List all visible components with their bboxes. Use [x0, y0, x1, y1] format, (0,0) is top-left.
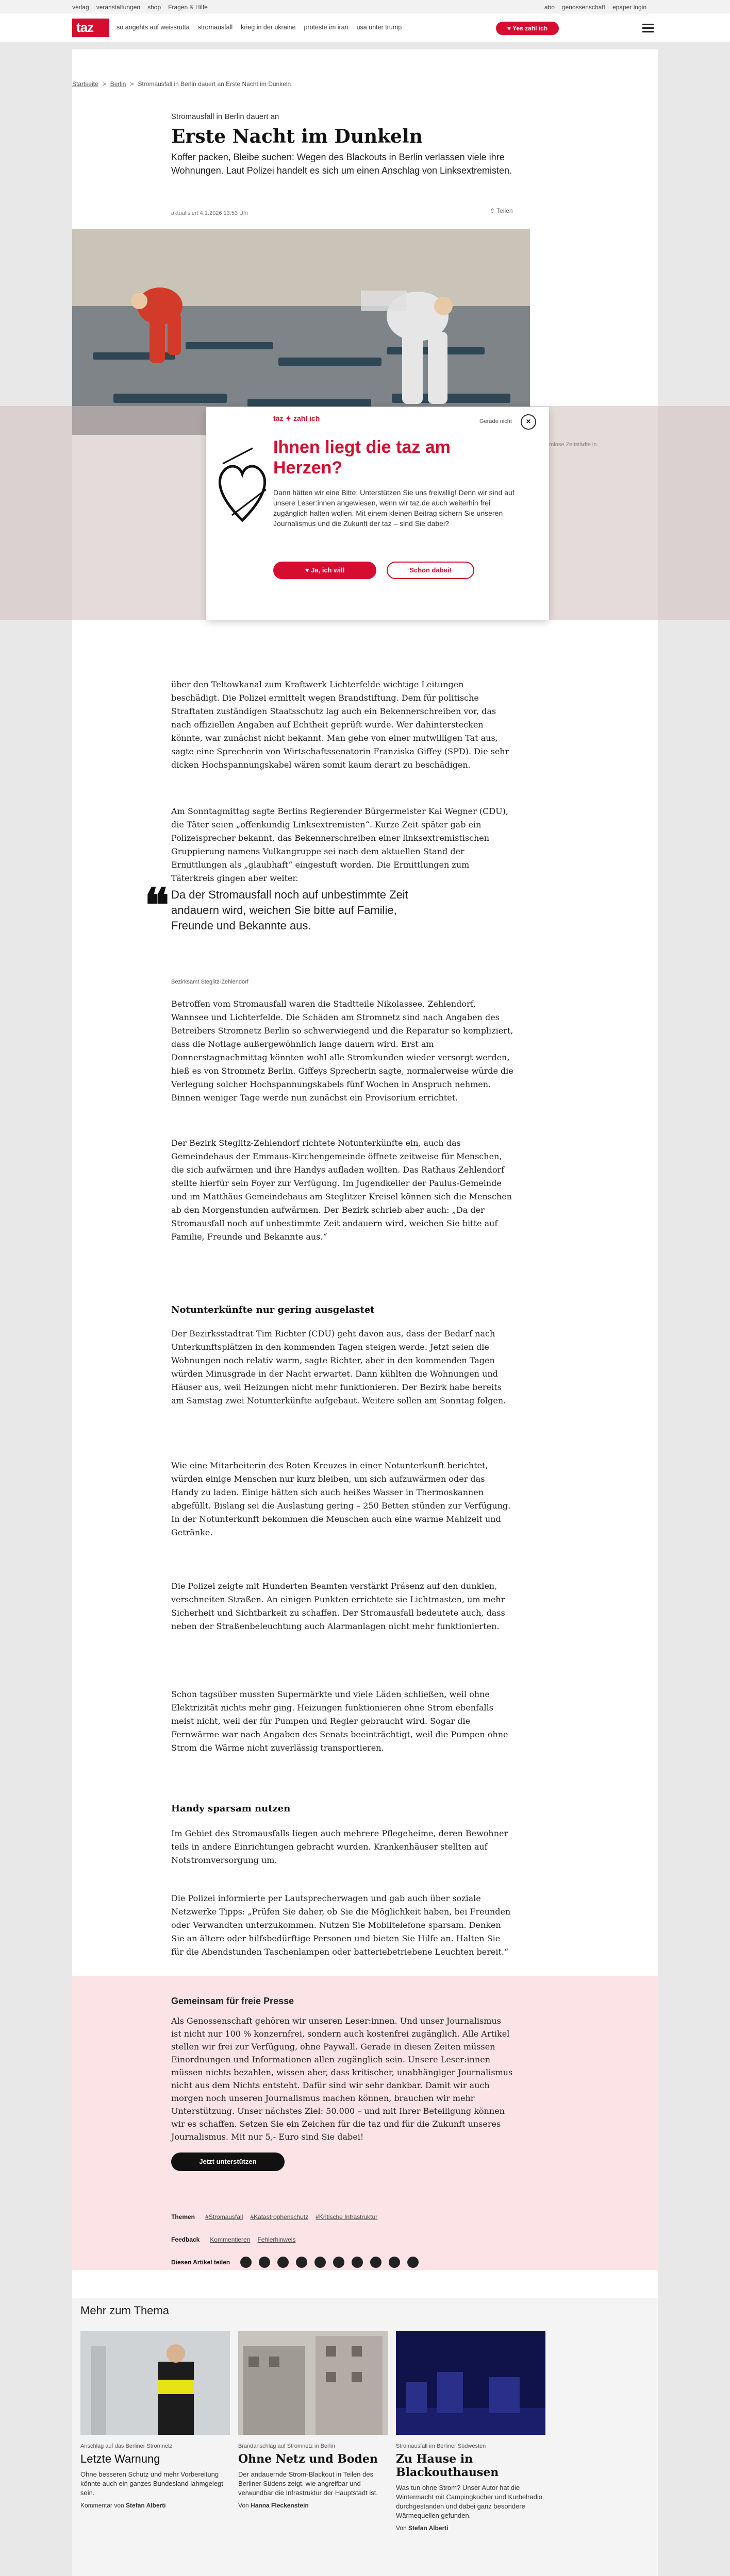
nav-item-1[interactable]: so angehts auf weissrutta — [117, 24, 190, 31]
quote-author: Bezirksamt Steglitz-Zehlendorf — [171, 979, 248, 985]
pay-button[interactable]: ♥ Yes zahl ich — [496, 22, 559, 35]
breadcrumb-sep: > — [130, 80, 134, 88]
paragraph: Schon tagsüber mussten Supermärkte und viele Läden schließen, weil ohne Elektrizität nichts mehr ging. Heizungen funktionieren ohne Strom ebenfalls meist nicht, weil der für Pumpen und Regler gebraucht wird. Sogar die Fernwärme war nach Angaben des Senats beeinträchtigt, weil die Pumpen ohne Strom die Wärme nicht zuverlässig transportieren. — [171, 1689, 508, 1753]
teaser-image — [238, 2331, 388, 2435]
paragraph: Am Sonntagmittag sagte Berlins Regierender Bürgermeister Kai Wegner (CDU), die Täter seien „offenkundig Linksextremisten“. Kurze Zeit später gab ein Polizeisprecher bekannt, das Bekennerschreiben einer linksextremistischen Gruppierung namens Vulkangruppe sei nach dem aktuellen Stand der Ermittlungen als „glaubhaft“ eingestuft worden. Die Ermittlungen zum Täterkreis gingen aber weiter. — [171, 806, 508, 883]
breadcrumb-sep: > — [102, 80, 106, 88]
support-text: Als Genossenschaft gehören wir unseren Leser:innen. Und unser Journalismus ist nicht nur 100 % konzernfrei, sondern auch kostenfrei zugänglich. Alle Artikel stellen wir frei zur Verfügung, ohne Paywall. Gerade in diesen Zeiten müssen Einordnungen und Informationen allen zugänglich sein. Unsere Leser:innen müssen nichts bezahlen, wissen aber, dass kritischer, unabhängiger Journalismus nicht aus dem Nichts entsteht. Dafür sind wir sehr dankbar. Damit wir auch morgen noch unseren Journalismus machen können, brauchen wir mehr Unterstützung. Unser nächstes Ziel: 50.000 – und mit Ihrer Beteiligung können wir es schaffen. Setzen Sie ein Zeichen für die taz und für die Zukunft unseres Journalismus. Mit nur 5,- Euro sind Sie dabei! — [171, 2016, 513, 2142]
feedback-row — [171, 2236, 295, 2243]
teaser-image — [80, 2331, 230, 2435]
link-icon[interactable] — [407, 2257, 419, 2268]
hamburger-menu-icon[interactable] — [639, 22, 657, 35]
paragraph: Der Bezirksstadtrat Tim Richter (CDU) geht davon aus, dass der Bedarf nach Unterkunftsplätzen in den kommenden Tagen steigen werde. Jetzt seien die Wohnungen noch relativ warm, sagte Richter, aber in den kommenden Tagen würden Minusgrade in der Nacht erwartet. Dann kühlten die Wohnungen und Häuser aus, weil Heizungen nicht mehr funktionieren. Der Bezirk habe bereits am Samstag zwei Notunterkünfte aufgebaut. Weitere sollen am Sonntag folgen. — [171, 1329, 506, 1405]
more-on-topic — [72, 2298, 658, 2576]
paragraph: über den Teltowkanal zum Kraftwerk Lichterfelde wichtige Leitungen beschädigt. Die Polizei ermittelt wegen Brandstiftung. Dem für politische Straftaten zuständigen Staatsschutz lag auch ein Bekennerschreiben vor, das nach offiziellen Angaben auf Echtheit geprüft wurde. Wer dahinterstecken könnte, war zunächst nicht bekannt. Man gehe von einer mutwilligen Tat aus, sagte eine Sprecherin von Wirtschaftssenatorin Franziska Giffey (SPD). Die sehr dicken Hochspannungskabel wären somit kaum derart zu beschädigen. — [171, 680, 509, 770]
paragraph: Betroffen vom Stromausfall waren die Stadtteile Nikolassee, Zehlendorf, Wannsee und Lichterfelde. Die Schäden am Stromnetz sind nach Angaben des Betreibers Stromnetz Berlin so schwerwiegend und die Reparatur so kompliziert, dass die Notlage außergewöhnlich lange dauern wird. Erst am Donnerstagnachmittag könnten wohl alle Stromkunden wieder versorgt werden, hieß es von Stromnetz Berlin. Giffeys Sprecherin sagte, normalerweise würde die Verlegung solcher Hochspannungskabels fünf Wochen in Anspruch nehmen. Binnen weniger Tage werde nun zunächst ein Provisorium errichtet. — [171, 999, 513, 1103]
modal-text: Dann hätten wir eine Bitte: Unterstützen Sie uns freiwillig! Denn wir sind auf unsere Leser:innen angewiesen, wenn wir taz.de auch weiterhin frei zugänglich halten wollen. Mit einem kleinen Beitrag sichern Sie unseren Journalismus und die Zukunft der taz – sind Sie dabei? — [273, 488, 515, 528]
teaser-image — [396, 2331, 545, 2435]
teaser-card[interactable] — [238, 2331, 388, 2576]
error-report-link[interactable]: Fehlerhinweis — [257, 2236, 296, 2243]
main-nav — [117, 24, 402, 31]
article-photo[interactable] — [72, 229, 530, 435]
tag-link[interactable]: #Stromausfall — [205, 2213, 243, 2221]
share-row — [171, 2257, 419, 2268]
teaser-author: Von Hanna Fleckenstein — [238, 2502, 309, 2509]
taz-logo[interactable]: taz — [72, 19, 109, 37]
teaser-kicker: Stromausfall im Berliner Südwesten — [396, 2443, 486, 2449]
support-title: Gemeinsam für freie Presse — [171, 1996, 294, 2006]
article-kicker: Stromausfall in Berlin dauert an — [171, 112, 279, 121]
tag-link[interactable]: #Katastrophenschutz — [250, 2213, 309, 2221]
meta-link-help[interactable]: Fragen & Hilfe — [168, 4, 208, 11]
email-icon[interactable] — [240, 2257, 252, 2268]
modal-brand: taz ✦ zahl ich — [273, 414, 320, 422]
bluesky-icon[interactable] — [277, 2257, 289, 2268]
quote-icon: ❝ — [144, 878, 170, 933]
support-button[interactable]: Jetzt unterstützen — [171, 2153, 285, 2171]
paragraph: Im Gebiet des Stromausfalls liegen auch mehrere Pflegeheime, deren Bewohner teils in andere Einrichtungen gebracht wurden. Krankenhäuser stellten auf Notstromversorgung um. — [171, 1828, 508, 1865]
article-date: aktualisiert 4.1.2026 13:53 Uhr — [171, 210, 248, 216]
meta-link-epaper[interactable]: epaper login — [612, 4, 646, 11]
teaser-desc: Ohne besseren Schutz und mehr Vorbereitung könnte auch ein ganzes Bundesland lahmgelegt sein. — [80, 2470, 223, 2497]
share-label: Diesen Artikel teilen — [171, 2259, 230, 2266]
heart-icon: ♥ — [305, 566, 311, 574]
teaser-title: Ohne Netz und Boden — [238, 2452, 378, 2466]
feedback-label: Feedback — [171, 2236, 200, 2243]
topic-tags — [171, 2213, 377, 2221]
meta-link-verlag[interactable]: verlag — [72, 4, 89, 11]
meta-link-shop[interactable]: shop — [147, 4, 161, 11]
print-icon[interactable] — [370, 2257, 381, 2268]
meta-bar — [0, 0, 730, 13]
section-heading: Notunterkünfte nur gering ausgelastet — [171, 1304, 375, 1315]
mastodon-icon[interactable] — [296, 2257, 307, 2268]
teaser-title: Letzte Warnung — [80, 2452, 160, 2465]
teaser-author: Von Stefan Alberti — [396, 2524, 449, 2532]
facebook-icon[interactable] — [259, 2257, 270, 2268]
teaser-desc: Der andauernde Strom-Blackout in Teilen des Berliner Südens zeigt, wie angreifbar und verwundbar die Infrastruktur der Hauptstadt ist. — [238, 2470, 378, 2497]
teaser-kicker: Brandanschlag auf Stromnetz in Berlin — [238, 2443, 335, 2449]
meta-link-abo[interactable]: abo — [544, 4, 555, 11]
article-lead: Koffer packen, Bleibe suchen: Wegen des Blackouts in Berlin verlassen viele ihre Wohnungen. Laut Polizei handelt es sich um einen Anschlag von Linksextremisten. — [171, 152, 512, 176]
threads-icon[interactable] — [352, 2257, 363, 2268]
close-icon[interactable]: × — [521, 414, 536, 430]
nav-item-ukraine[interactable]: krieg in der ukraine — [241, 24, 296, 31]
paragraph: Wie eine Mitarbeiterin des Roten Kreuzes in einer Notunterkunft berichtet, würden einige Menschen nur kurz bleiben, um sich aufzuwärmen oder das Handy zu laden. Einige hätten sich auch heißes Wasser in Thermoskannen abgefüllt. Bislang sei die Auslastung gering – 250 Betten stünden zur Verfügung. In der Notunterkunft bekommen die Menschen auch eine warme Mahlzeit und Getränke. — [171, 1461, 511, 1537]
x-icon[interactable] — [314, 2257, 326, 2268]
whatsapp-icon[interactable] — [333, 2257, 344, 2268]
paragraph: Die Polizei zeigte mit Hunderten Beamten verstärkt Präsenz auf den dunklen, verschneiten Straßen. An einigen Punkten errichtete sie Lichtmasten, um mehr Sicherheit und Sichtbarkeit zu schaffen. Der Stromausfall bedeutete auch, dass neben der Straßenbeleuchtung auch Alarmanlagen nicht mehr funktionierten. — [171, 1581, 505, 1631]
already-member-button[interactable]: Schon dabei! — [387, 562, 474, 579]
more-title: Mehr zum Thema — [80, 2304, 169, 2317]
tags-label: Themen — [171, 2213, 195, 2221]
quote-text: Da der Stromausfall noch auf unbestimmte Zeit andauern wird, weichen Sie bitte auf Familie, Freunde und Bekannte aus. — [171, 888, 408, 932]
photo-cots-scene — [72, 229, 530, 435]
paragraph: Der Bezirk Steglitz-Zehlendorf richtete Notunterkünfte ein, auch das Gemeindehaus der Emmaus-Kirchengemeinde öffnete zeitweise für Menschen, die sich aufwärmen und ihre Handys aufladen wollten. Das Rathaus Zehlendorf stellte hierfür sein Foyer zur Verfügung. Im Jugendkeller der Paulus-Gemeinde und im Matthäus Gemeindehaus am Steglitzer Kreisel können sich die Menschen ab den Morgenstunden aufwärmen. Der Bezirk schrieb aber auch: „Da der Stromausfall noch auf unbestimmte Zeit andauern wird, weichen Sie bitte auf Familie, Freunde und Bekannte aus.“ — [171, 1138, 512, 1242]
teaser-author: Kommentar von Stefan Alberti — [80, 2502, 166, 2509]
section-heading: Handy sparsam nutzen — [171, 1803, 291, 1814]
nav-item-iran[interactable]: proteste im iran — [304, 24, 349, 31]
later-link[interactable]: Gerade nicht — [479, 418, 512, 425]
support-box — [72, 1976, 658, 2270]
page-title: Erste Nacht im Dunkeln — [171, 126, 423, 147]
taz-heart-icon — [217, 443, 268, 531]
reddit-icon[interactable] — [389, 2257, 400, 2268]
modal-title: Ihnen liegt die taz am Herzen? — [273, 437, 451, 478]
breadcrumb-home[interactable]: Startseite — [72, 80, 98, 88]
share-icon: ⇪ — [490, 207, 497, 214]
site-header — [0, 13, 730, 42]
nav-item-usa[interactable]: usa unter trump — [356, 24, 402, 31]
donation-modal — [206, 407, 549, 620]
meta-link-events[interactable]: veranstaltungen — [96, 4, 141, 11]
share-button[interactable]: ⇪ Teilen — [490, 207, 513, 214]
meta-link-genossenschaft[interactable]: genossenschaft — [561, 4, 605, 11]
teaser-card[interactable] — [80, 2331, 230, 2576]
donate-yes-button[interactable]: ♥ Ja, ich will — [273, 562, 376, 579]
comment-link[interactable]: Kommentieren — [210, 2236, 251, 2243]
paragraph: Die Polizei informierte per Lautsprecherwagen und gab auch über soziale Netzwerke Tipps: „Prüfen Sie daher, ob Sie die Möglichkeit haben, bei Freunden oder Verwandten unterzukommen. Nutzen Sie Mobiltelefone sparsam. Denken Sie an ältere oder hilfsbedürftige Personen und bieten Sie Hilfe an. Halten Sie für die Abendstunden Taschenlampen oder batteriebetriebene Leuchten bereit.“ — [171, 1893, 511, 1957]
breadcrumb — [72, 80, 291, 88]
breadcrumb-current: Stromausfall in Berlin dauert an Erste Nacht im Dunkeln — [138, 80, 291, 88]
tag-link[interactable]: #Kritische Infrastruktur — [316, 2213, 378, 2221]
breadcrumb-berlin[interactable]: Berlin — [110, 80, 126, 88]
teaser-desc: Was tun ohne Strom? Unser Autor hat die Wintermacht mit Campingkocher und Kurbelradio durchgestanden und dabei ganz besondere Wärmequellen gefunden. — [396, 2484, 542, 2519]
teaser-kicker: Anschlag auf das Berliner Stromnetz — [80, 2443, 173, 2449]
teaser-card[interactable] — [396, 2331, 545, 2576]
heart-icon: ♥ — [507, 25, 513, 32]
teaser-title: Zu Hause in Blackouthausen — [396, 2452, 499, 2479]
nav-item-stromausfall[interactable]: stromausfall — [197, 24, 233, 31]
